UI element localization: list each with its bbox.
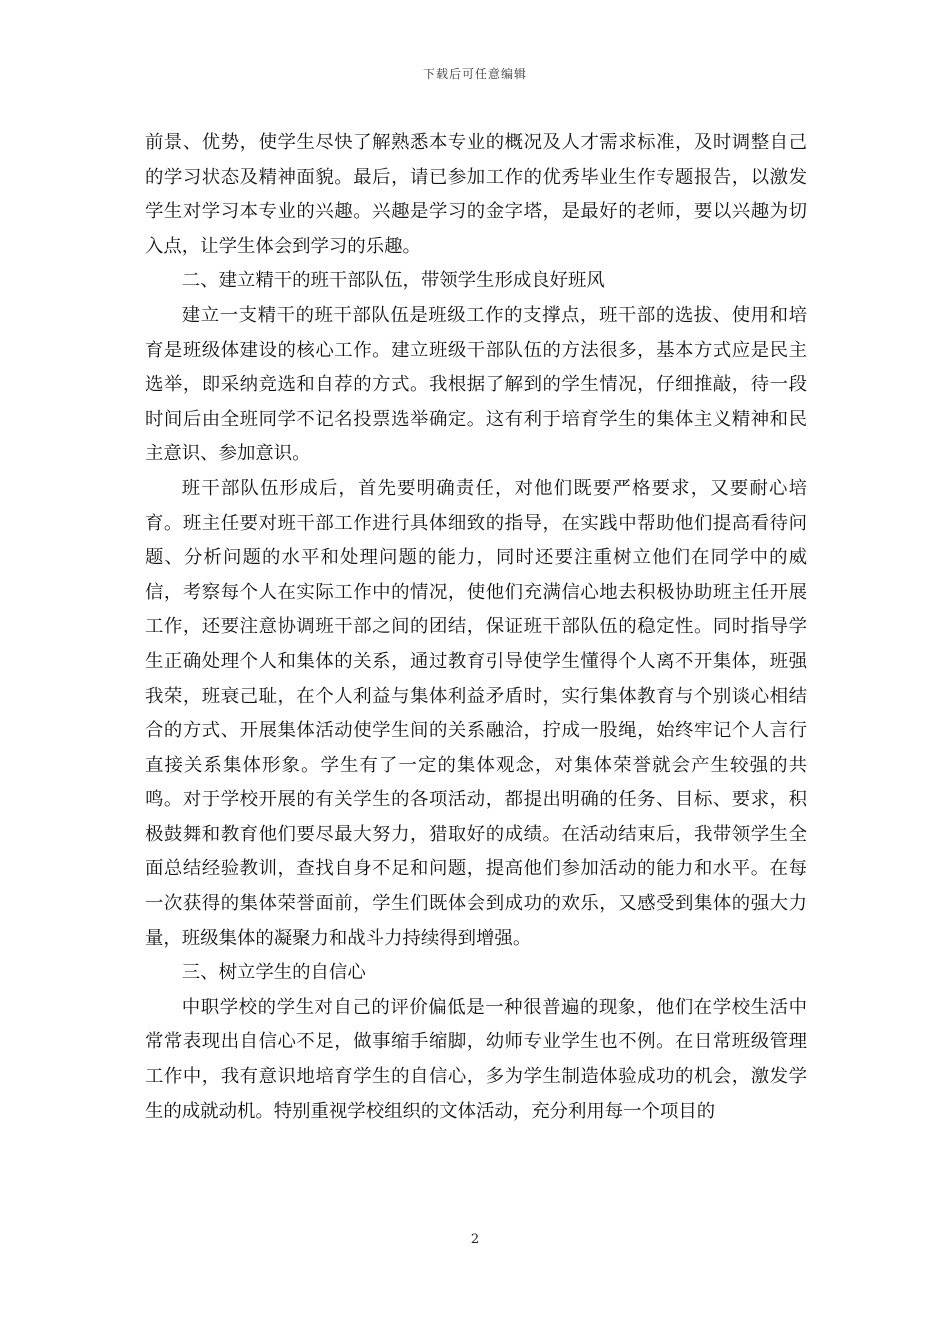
page-number: 2 xyxy=(470,1232,480,1247)
paragraph-body: 建立一支精干的班干部队伍是班级工作的支撑点，班干部的选拔、使用和培育是班级体建设的核心工作。建立班级干部队伍的方法很多，基本方式应是民主选举，即采纳竞选和自荐的方式。我根据了解到的学生情况，仔细推敲，待一段时间后由全班同学不记名投票选举确定。这有利于培育学生的集体主义精神和民主意识、参加意识。 xyxy=(145,304,807,465)
section-heading-3: 三、树立学生的自信心 xyxy=(181,962,366,984)
section-heading-2: 二、建立精干的班干部队伍，带领学生形成良好班风 xyxy=(181,270,605,292)
page-header: 下载后可任意编辑 xyxy=(422,67,527,81)
paragraph-body: 中职学校的学生对自己的评价偏低是一种很普遍的现象，他们在学校生活中常常表现出自信心不足，做事缩手缩脚，幼师专业学生也不例。在日常班级管理工作中，我有意识地培育学生的自信心，多为学生制造体验成功的机会，激发学生的成就动机。特别重视学校组织的文体活动，充分利用每一个项目的 xyxy=(145,996,807,1122)
paragraph-body: 班干部队伍形成后，首先要明确责任，对他们既要严格要求，又要耐心培育。班主任要对班干部工作进行具体细致的指导，在实践中帮助他们提高看待问题、分析问题的水平和处理问题的能力，同时还要注重树立他们在同学中的威信，考察每个人在实际工作中的情况，使他们充满信心地去积极协助班主任开展工作，还要注意协调班干部之间的团结，保证班干部队伍的稳定性。同时指导学生正确处理个人和集体的关系，通过教育引导使学生懂得个人离不开集体，班强我荣，班衰己耻，在个人利益与集体利益矛盾时，实行集体教育与个别谈心相结合的方式、开展集体活动使学生间的关系融洽，拧成一股绳，始终牢记个人言行直接关系集体形象。学生有了一定的集体观念，对集体荣誉就会产生较强的共鸣。对于学校开展的有关学生的各项活动，都提出明确的任务、目标、要求，积极鼓舞和教育他们要尽最大努力，猎取好的成绩。在活动结束后，我带领学生全面总结经验教训，查找自身不足和问题，提高他们参加活动的能力和水平。在每一次获得的集体荣誉面前，学生们既体会到成功的欢乐，又感受到集体的强大力量，班级集体的凝聚力和战斗力持续得到增强。 xyxy=(145,477,807,949)
paragraph-continuation: 前景、优势，使学生尽快了解熟悉本专业的概况及人才需求标准，及时调整自己的学习状态及精神面貌。最后，请已参加工作的优秀毕业生作专题报告，以激发学生对学习本专业的兴趣。兴趣是学习的金字塔，是最好的老师，要以兴趣为切入点，让学生体会到学习的乐趣。 xyxy=(145,132,807,257)
document-body xyxy=(145,126,807,1129)
